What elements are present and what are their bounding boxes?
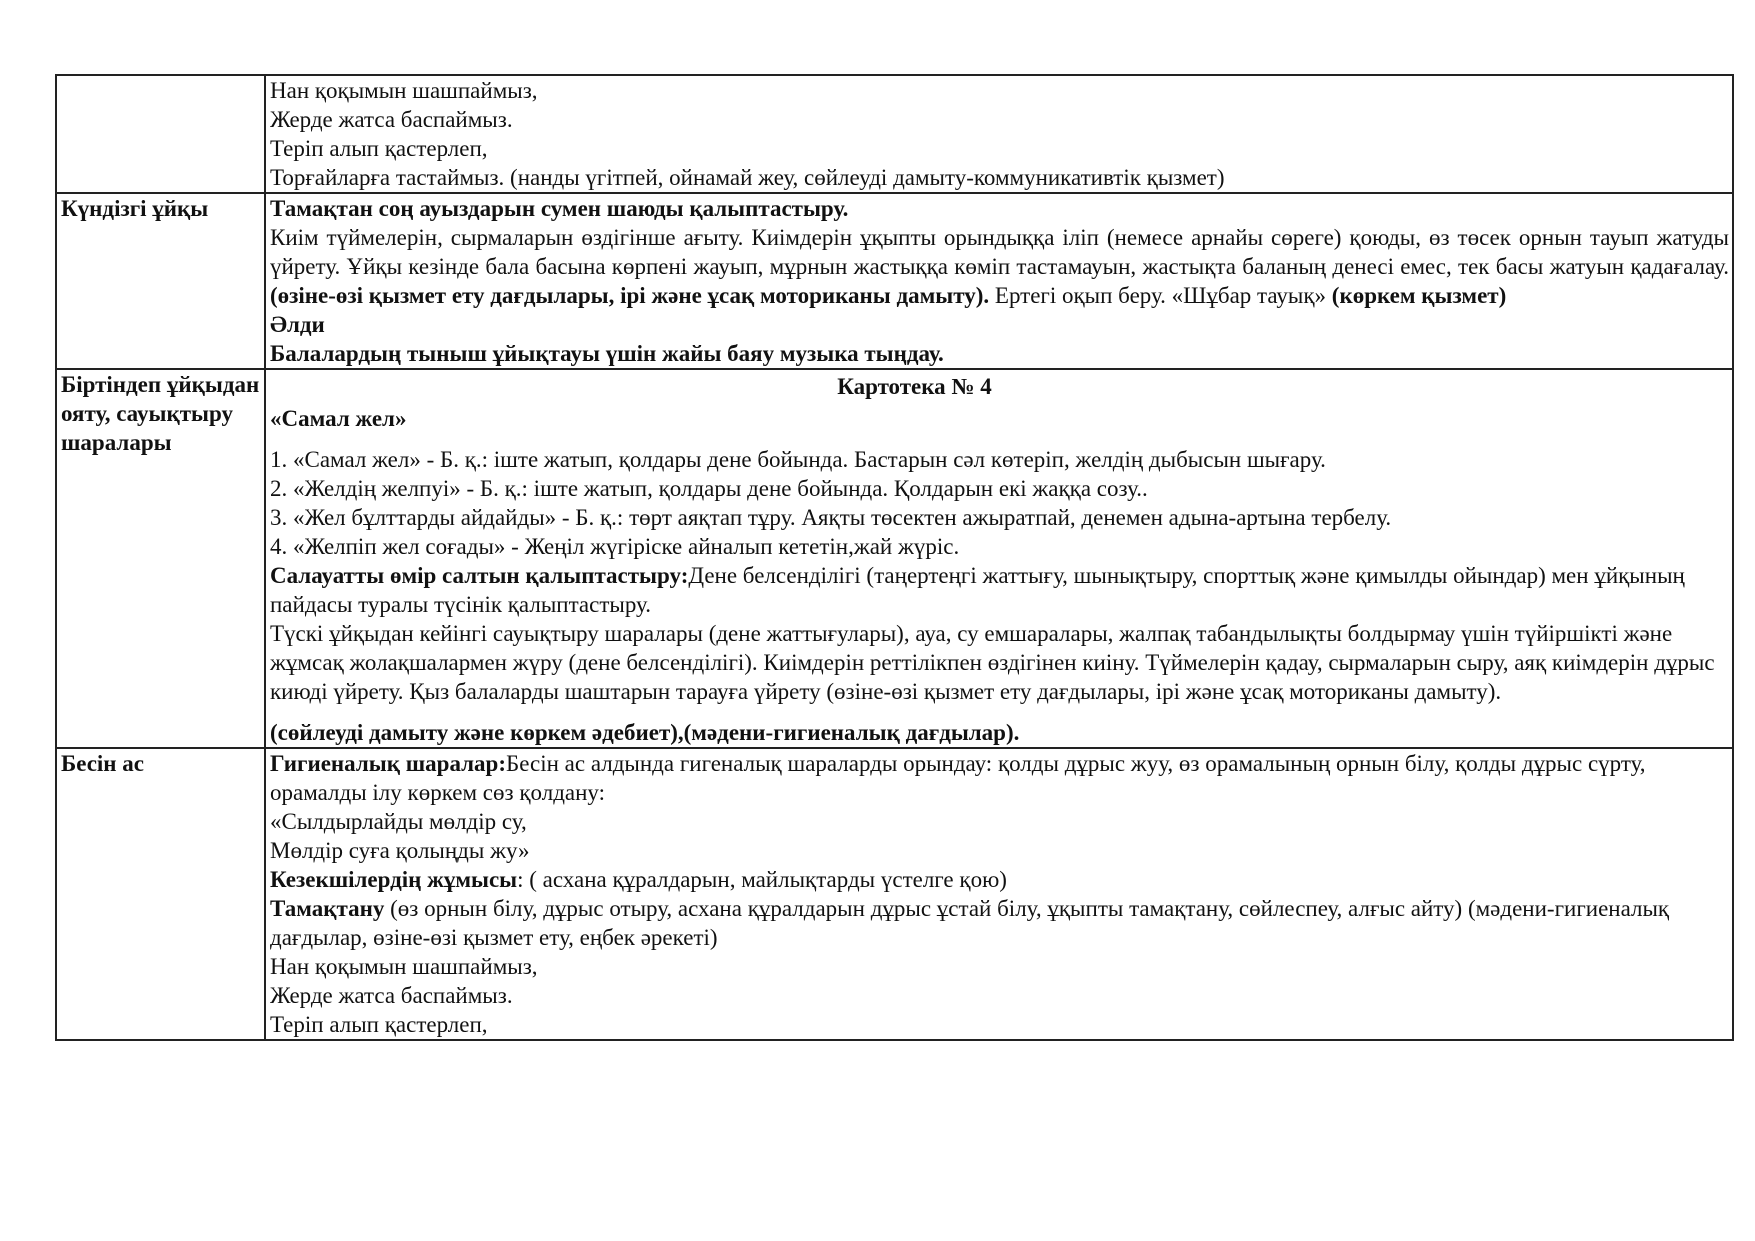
poem-line: Нан қоқымын шашпаймыз, [270,954,538,979]
hygiene-text: Бесін ас алдында гигеналық шараларды орындау: қолды дұрыс жуу, өз орамалының орнын білу, қолды дұрыс сүрту, орамалды ілу көркем сөз қолдану: [270,751,1646,805]
spacer [270,706,1729,718]
eating-label: Тамақтану [270,896,385,921]
duty-block [270,865,1729,894]
daily-plan-table [55,74,1734,1041]
table-row [56,193,1733,369]
nap-heading: Тамақтан соң ауыздарын сумен шаюды қалыптастыру. [270,196,849,221]
poem-line: Теріп алып қастерлеп, [270,136,488,161]
poem-line: Торғайларға тастаймыз. (нанды үгітпей, ойнамай жеу, сөйлеуді дамыту-коммуникативтік қызмет) [270,165,1225,190]
card-name: «Самал жел» [270,406,407,431]
exercise-item: 2. «Желдің желпуі» - Б. қ.: іште жатып, қолдары дене бойында. Қолдарын екі жаққа созу.. [270,476,1148,501]
row-label-snack: Бесін ас [56,748,265,1040]
poem-line: Теріп алып қастерлеп, [270,1012,488,1037]
table-row [56,369,1733,748]
poem-line: Нан қоқымын шашпаймыз, [270,78,538,103]
eating-block [270,894,1729,952]
row-content-wakeup [265,369,1733,748]
nap-activity: (көркем қызмет) [1331,283,1507,308]
poem-line: Жерде жатса баспаймыз. [270,107,513,132]
lullaby-title: Әлди [270,312,325,337]
table-row [56,748,1733,1040]
healthy-label: Салауатты өмір салтын қалыптастыру: [270,563,689,588]
row-label-nap: Күндізгі ұйқы [56,193,265,369]
row-content-nap [265,193,1733,369]
duty-text: : ( асхана құралдарын, майлықтарды үстелге қою) [517,867,1007,892]
duty-label: Кезекшілердің жұмысы [270,867,518,892]
nap-text: Киім түймелерін, сырмаларын өздігінше ағыту. Киімдерін ұқыпты орындыққа іліп (немесе арнайы сөреге) қоюды, өз төсек орнын тауып жатуды үйрету. Ұйқы кезінде бала басына көрпені жауып, мұрнын жастыққа көміп тастамауын, жастықта баланың денесі емес, тек басы жатуын қадағалау. [270,225,1729,279]
skills-footer: (сөйлеуді дамыту және көркем әдебиет),(мәдени-гигиеналық дағдылар). [270,720,1020,745]
poem-line: «Сылдырлайды мөлдір су, [270,809,527,834]
healthy-text: Дене белсенділігі (таңертеңгі жаттығу, шынықтыру, спорттық және қимылды ойындар) мен ұйқының пайдасы туралы түсінік қалыптастыру. [270,563,1685,617]
exercise-item: 4. «Желпіп жел соғады» - Жеңіл жүгіріске айналып кететін,жай жүріс. [270,534,960,559]
poem-line: Мөлдір суға қолыңды жу» [270,838,530,863]
exercise-item: 3. «Жел бұлттарды айдайды» - Б. қ.: төрт аяқтап тұру. Аяқты төсектен ажыратпай, денемен адына-артына тербелу. [270,505,1392,530]
row-content-snack [265,748,1733,1040]
hygiene-block [270,749,1729,807]
spacer [270,433,1729,445]
nap-tale: Ертегі оқып беру. «Шұбар тауық» [994,283,1327,308]
eating-text: (өз орнын білу, дұрыс отыру, асхана құралдарын дұрыс ұстай білу, ұқыпты тамақтану, сөйлеспеу, алғыс айту) (мәдени-гигиеналық дағдылар, өзіне-өзі қызмет ету, еңбек әрекеті) [270,896,1670,950]
exercise-item: 1. «Самал жел» - Б. қ.: іште жатып, қолдары дене бойында. Бастарын сәл көтеріп, желдің дыбысын шығару. [270,447,1326,472]
row-label-wakeup: Біртіндеп ұйқыдан ояту, сауықтыру шаралары [56,369,265,748]
row-label [56,75,265,193]
nap-skills: (өзіне-өзі қызмет ету дағдылары, ірі және ұсақ моториканы дамыту). [270,283,990,308]
row-content [265,75,1733,193]
afternoon-activities: Түскі ұйқыдан кейінгі сауықтыру шаралары (дене жаттығулары), ауа, су емшаралары, жалпақ табандылықты болдырмау үшін түйіршікті және жұмсақ жолақшалармен жүру (дене белсенділігі). Киімдерін реттілікпен өздігінен киіну. Түймелерін қадау, сырмаларын сыру, аяқ киімдерін дұрыс киюді үйрету. Қыз балаларды шаштарын тарауға үйрету (өзіне-өзі қызмет ету дағдылары, ірі және ұсақ моториканы дамыту). [270,621,1715,704]
healthy-lifestyle [270,561,1729,619]
poem-line: Жерде жатса баспаймыз. [270,983,513,1008]
card-title: Картотека № 4 [837,374,992,399]
nap-paragraph [270,223,1729,310]
music-note: Балалардың тыныш ұйықтауы үшін жайы баяу музыка тыңдау. [270,341,944,366]
hygiene-label: Гигиеналық шаралар: [270,751,506,776]
table-row [56,75,1733,193]
